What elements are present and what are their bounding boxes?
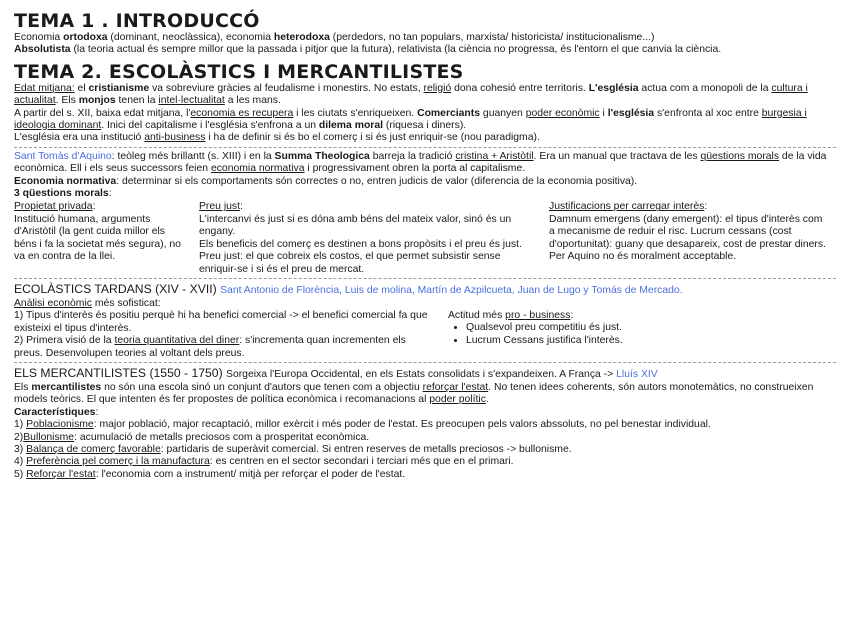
column-text: Preu just: el que cobreix els costos, el que permet subsistir sense enriquir-se i si és el preu de mercat. <box>199 251 501 275</box>
list-item: 1) Tipus d'interès és positiu perquè hi ha benefici comercial -> el benefici comercial fa que existeixi el tipus d'interès. <box>14 310 428 334</box>
term: economia es recupera <box>190 107 294 119</box>
text: barreja la tradició <box>369 150 456 162</box>
text: no són una escola sinó un conjunt d'autors que tenen com a objectiu <box>101 381 423 393</box>
term: Edat mitjana: <box>14 82 75 94</box>
text: : major població, major recaptació, millor exèrcit i més poder de l'estat. Es preocupen pels valors abssoluts, no pel benestar individual. <box>93 419 711 431</box>
term: Economia normativa <box>14 175 117 187</box>
term: monjos <box>78 95 116 107</box>
term: Comerciants <box>417 107 481 119</box>
term: burgesia i ideologia dominant <box>14 107 807 132</box>
tomas-paragraph-2 <box>14 176 836 188</box>
list-item <box>14 432 836 444</box>
text: i les ciutats s'enriqueixen. <box>293 107 418 119</box>
section-title: ECOLÀSTICS TARDANS (XIV - XVII) <box>14 281 217 296</box>
text: : teòleg més brillantt (s. XIII) i en la <box>111 150 275 162</box>
list-item <box>14 419 836 431</box>
text: Actitud més <box>448 309 506 321</box>
term: Poblacionisme <box>26 419 94 431</box>
tema2-title: TEMA 2. ESCOLÀSTICS I MERCANTILISTES <box>14 60 464 83</box>
term: reforçar l'estat <box>422 381 489 393</box>
text: 1) <box>14 419 27 431</box>
text: Els <box>14 381 32 393</box>
column-text: Damnum emergens (dany emergent): el tipus d'interès com a mecanisme de reduir el risc. Lucrum cessans (cost d'oportunitat): guany que desapareix, cost de prestar diners. Per Aquino no és moralment acceptable. <box>549 213 826 263</box>
text: i ha de definir si és bo el comerç i si és just enriquir-se (nou paradigma). <box>205 132 540 144</box>
text: . Era un manual que tractava de les <box>533 150 701 162</box>
column-justificacions <box>549 201 827 275</box>
text: dona cohesió entre territoris. <box>451 82 589 94</box>
text: L'església era una institució <box>14 132 145 144</box>
text: Economia <box>14 32 64 43</box>
column-heading: Justificacions per carregar interès <box>549 201 705 213</box>
column-preu-just <box>199 201 531 275</box>
term: cristianisme <box>88 82 150 94</box>
text: : <box>95 406 99 418</box>
questions-columns <box>14 201 836 275</box>
term-ortodoxa: ortodoxa <box>63 32 108 43</box>
term: Summa Theologica <box>274 150 370 162</box>
text: guanyen <box>480 107 526 119</box>
text: 2) <box>14 431 24 443</box>
term: l'església <box>607 107 655 119</box>
term: Bullonisme <box>23 431 75 443</box>
term: Anàlisi econòmic <box>14 297 92 309</box>
merc-paragraph <box>14 382 836 407</box>
text: el <box>74 82 89 94</box>
author-names: Sant Antonio de Florència, Luis de molina, Martín de Azpilcueta, Juan de Lugo y Tomás de Mercado. <box>220 284 683 296</box>
text: : es centren en el sector secondari i terciari més que en el primari. <box>209 456 514 468</box>
term: Reforçar l'estat <box>26 468 96 480</box>
divider <box>14 147 836 148</box>
bullet-list <box>448 322 808 347</box>
term: Balança de comerç favorable <box>26 443 161 455</box>
tardans-right <box>448 298 808 360</box>
term: poder polític <box>429 394 486 406</box>
text: va sobreviure gràcies al feudalisme i monestirs. No estats, <box>149 82 424 94</box>
tardans-left <box>14 298 432 360</box>
text: a les mans. <box>224 95 281 107</box>
text: : l'economia com a instrument/ mitjà per reforçar el poder de l'estat. <box>95 468 406 480</box>
term-heterodoxa: heterodoxa <box>273 32 330 43</box>
tema2-paragraph-3 <box>14 132 836 144</box>
list-item: • Lucrum Cessans justifica l'interès. <box>466 335 808 347</box>
text: (riquesa i diners). <box>383 120 467 132</box>
tardans-heading <box>14 282 836 298</box>
column-heading: Preu just <box>199 201 241 213</box>
column-text: L'intercanvi és just si es dóna amb béns del mateix valor, sinó és un engany. <box>199 213 512 238</box>
text: i <box>599 107 608 119</box>
text: A partir del s. XII, baixa edat mitjana, l' <box>14 107 191 119</box>
list-item: • Qualsevol preu competitiu és just. <box>466 322 808 334</box>
text: 2) Primera visió de la <box>14 335 115 347</box>
text: : <box>570 309 574 321</box>
list-item <box>14 456 836 468</box>
document-page <box>14 10 836 481</box>
tomas-paragraph-1 <box>14 151 836 176</box>
text: . Els <box>55 95 79 107</box>
text: tenen la <box>115 95 159 107</box>
tema1-line1 <box>14 32 836 44</box>
text: . <box>485 394 489 406</box>
section-title: ELS MERCANTILISTES (1550 - 1750) <box>14 365 223 380</box>
column-text: Institució humana, arguments d'Aristòtil (la gent cuida millor els béns i fa la societat més segura), no va en contra de la llei. <box>14 213 181 263</box>
term: cristina + Aristòtil <box>455 150 534 162</box>
text: : determinar si els comportaments són correctes o no, entren judicis de valor (diferencia de la economia positiva). <box>116 175 638 187</box>
list-item <box>14 335 432 360</box>
text: . Inici del capitalisme i l'església s'enfrona a un <box>101 120 319 132</box>
text: : partidaris de superàvit comercial. Si entren reserves de metalls preciosos -> bullonisme. <box>160 443 572 455</box>
characteristics-heading <box>14 407 836 419</box>
text: (perdedors, no tan populars, marxista/ historicista/ institucionalisme...) <box>329 32 655 43</box>
column-heading: Propietat privada <box>14 201 93 213</box>
person-name: Lluís XIV <box>616 368 658 380</box>
text: . No tenen idees coherents, són autors monotemàtics, no construeixen models teòrics. El que intenten és fer propostes de política econòmica i recomanacions al <box>14 381 814 406</box>
tema1-line2 <box>14 44 836 56</box>
text: més sofisticat: <box>91 297 161 309</box>
term: religió <box>423 82 452 94</box>
text: : <box>240 201 243 213</box>
term: dilema moral <box>318 120 384 132</box>
term: economia normativa <box>210 163 305 175</box>
term: teoria quantitativa del diner <box>114 335 240 347</box>
text: : <box>704 201 708 213</box>
tema2-paragraph-2 <box>14 108 836 133</box>
column-propietat <box>14 201 187 275</box>
term: cultura i actualitat <box>14 82 808 107</box>
tema2-paragraph-1 <box>14 83 836 108</box>
term: L'església <box>588 82 639 94</box>
divider <box>14 362 836 363</box>
term: anti-business <box>144 132 206 144</box>
term-absolutista: Absolutista <box>14 44 71 56</box>
list-item <box>14 444 836 456</box>
text: 5) <box>14 468 27 480</box>
column-text: Els beneficis del comerç es destinen a bons propòsits i el preu és just. <box>199 238 522 250</box>
text: s'enfronta al xoc entre <box>654 107 762 119</box>
text: 4) <box>14 456 27 468</box>
text: (dominant, neoclàssica), economia <box>107 32 274 43</box>
text: 3 qüestions morals <box>14 188 109 200</box>
term: poder econòmic <box>525 107 600 119</box>
term: pro - business <box>505 309 571 321</box>
text: 3) <box>14 443 27 455</box>
tardans-columns <box>14 298 836 360</box>
text: (la teoria actual és sempre millor que la passada i pitjor que la futura), relativista (la ciència no progressa, és l'entorn el que canvia la ciència. <box>70 44 722 56</box>
text: : <box>92 201 96 213</box>
term: intel·lectualitat <box>158 95 225 107</box>
term: Preferència pel comerç i la manufactura <box>26 456 210 468</box>
author-name: Sant Tomàs d'Aquino <box>14 150 112 162</box>
text: : <box>108 188 112 200</box>
term: qüestions morals <box>700 150 780 162</box>
term: mercantilistes <box>31 381 102 393</box>
text: actua com a monopoli de la <box>638 82 772 94</box>
text: Sorgeixa l'Europa Occidental, en els Estats consolidats i s'expandeixen. A França -> <box>226 368 617 380</box>
text: : s'incrementa quan incrementen els preus. Desenvolupen teories al voltant dels preus. <box>14 335 406 359</box>
divider <box>14 278 836 279</box>
text: : acumulació de metalls preciosos com a prosperitat econòmica. <box>74 431 370 443</box>
text: de la vida econòmica. Ell i els seus successors feien <box>14 150 827 175</box>
list-item <box>14 469 836 481</box>
text: Característiques <box>14 406 96 418</box>
merc-heading <box>14 366 836 382</box>
tema1-title: TEMA 1 . INTRODUCCÓ <box>14 10 260 32</box>
questions-heading <box>14 188 836 200</box>
text: i progressivament obren la porta al capitalisme. <box>304 163 526 175</box>
